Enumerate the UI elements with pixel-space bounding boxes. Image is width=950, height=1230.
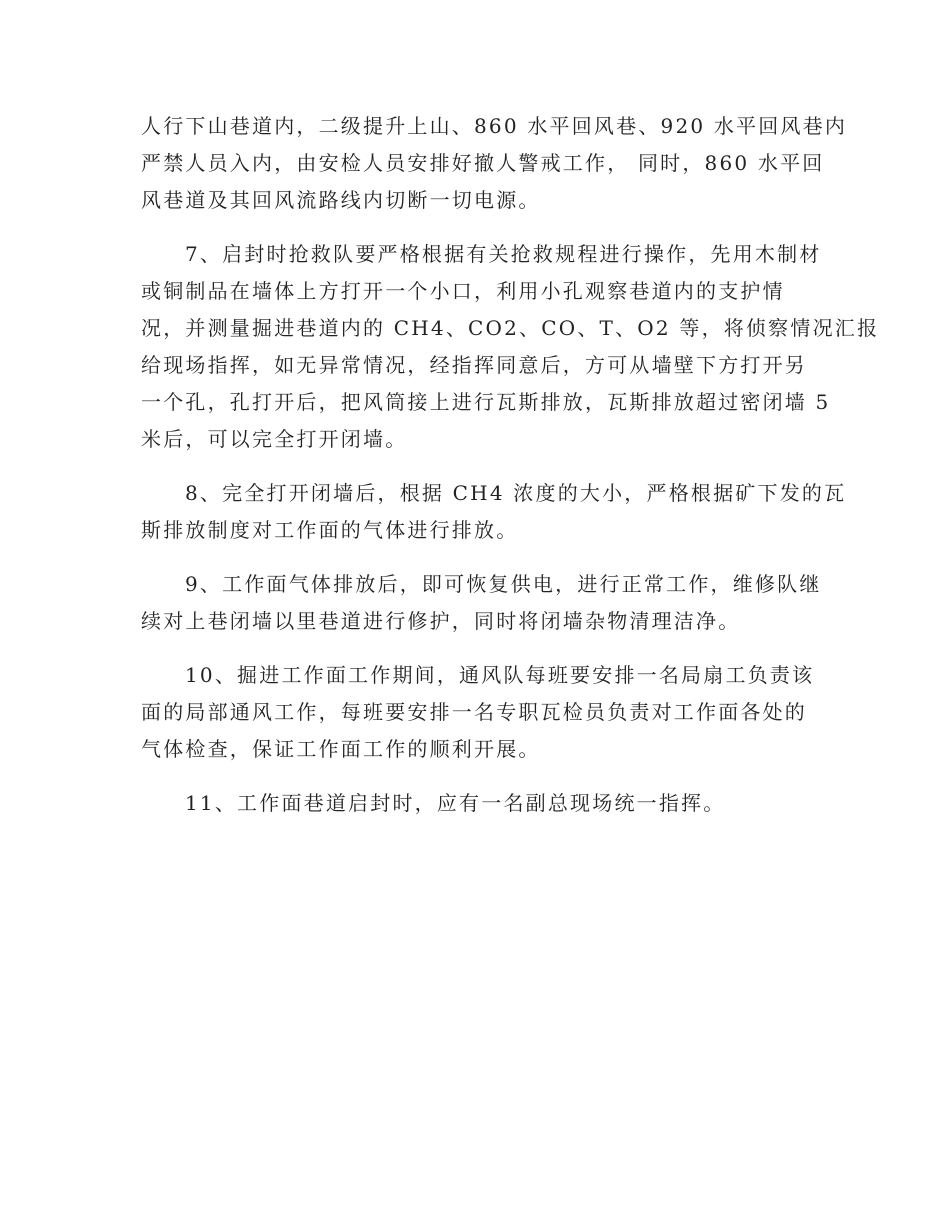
paragraph-continued	[141, 108, 848, 219]
text-line: 人行下山巷道内，二级提升上山、860 水平回风巷、920 水平回风巷内	[141, 114, 848, 138]
text-line: 严禁人员入内，由安检人员安排好撤人警戒工作， 同时，860 水平回	[141, 151, 825, 175]
text-line: 斯排放制度对工作面的气体进行排放。	[141, 518, 519, 542]
paragraph-9	[141, 566, 822, 640]
paragraph-11	[141, 785, 811, 822]
text-line: 给现场指挥，如无异常情况，经指挥同意后，方可从墙壁下方打开另	[141, 353, 807, 377]
text-line: 况，并测量掘进巷道内的 CH4、CO2、CO、T、O2 等，将侦察情况汇报	[141, 316, 880, 340]
text-line: 8、完全打开闭墙后，根据 CH4 浓度的大小，严格根据矿下发的瓦	[185, 481, 847, 505]
text-line: 风巷道及其回风流路线内切断一切电源。	[141, 188, 541, 212]
text-line: 米后，可以完全打开闭墙。	[141, 427, 408, 451]
text-line: 面的局部通风工作，每班要安排一名专职瓦检员负责对工作面各处的	[141, 700, 807, 724]
text-line: 一个孔，孔打开后，把风筒接上进行瓦斯排放，瓦斯排放超过密闭墙 5	[141, 390, 831, 414]
text-line: 续对上巷闭墙以里巷道进行修护，同时将闭墙杂物清理洁净。	[141, 609, 741, 633]
text-line: 9、工作面气体排放后，即可恢复供电，进行正常工作，维修队继	[185, 572, 822, 596]
paragraph-8	[141, 475, 847, 549]
text-line: 或铜制品在墙体上方打开一个小口，利用小孔观察巷道内的支护情	[141, 279, 785, 303]
text-line: 气体检查，保证工作面工作的顺利开展。	[141, 737, 541, 761]
paragraph-10	[141, 657, 815, 768]
text-line: 11、工作面巷道启封时，应有一名副总现场统一指挥。	[185, 791, 726, 815]
text-line: 10、掘进工作面工作期间，通风队每班要安排一名局扇工负责该	[185, 663, 815, 687]
paragraph-7	[141, 236, 880, 458]
document-body	[141, 108, 880, 839]
text-line: 7、启封时抢救队要严格根据有关抢救规程进行操作，先用木制材	[185, 242, 822, 266]
